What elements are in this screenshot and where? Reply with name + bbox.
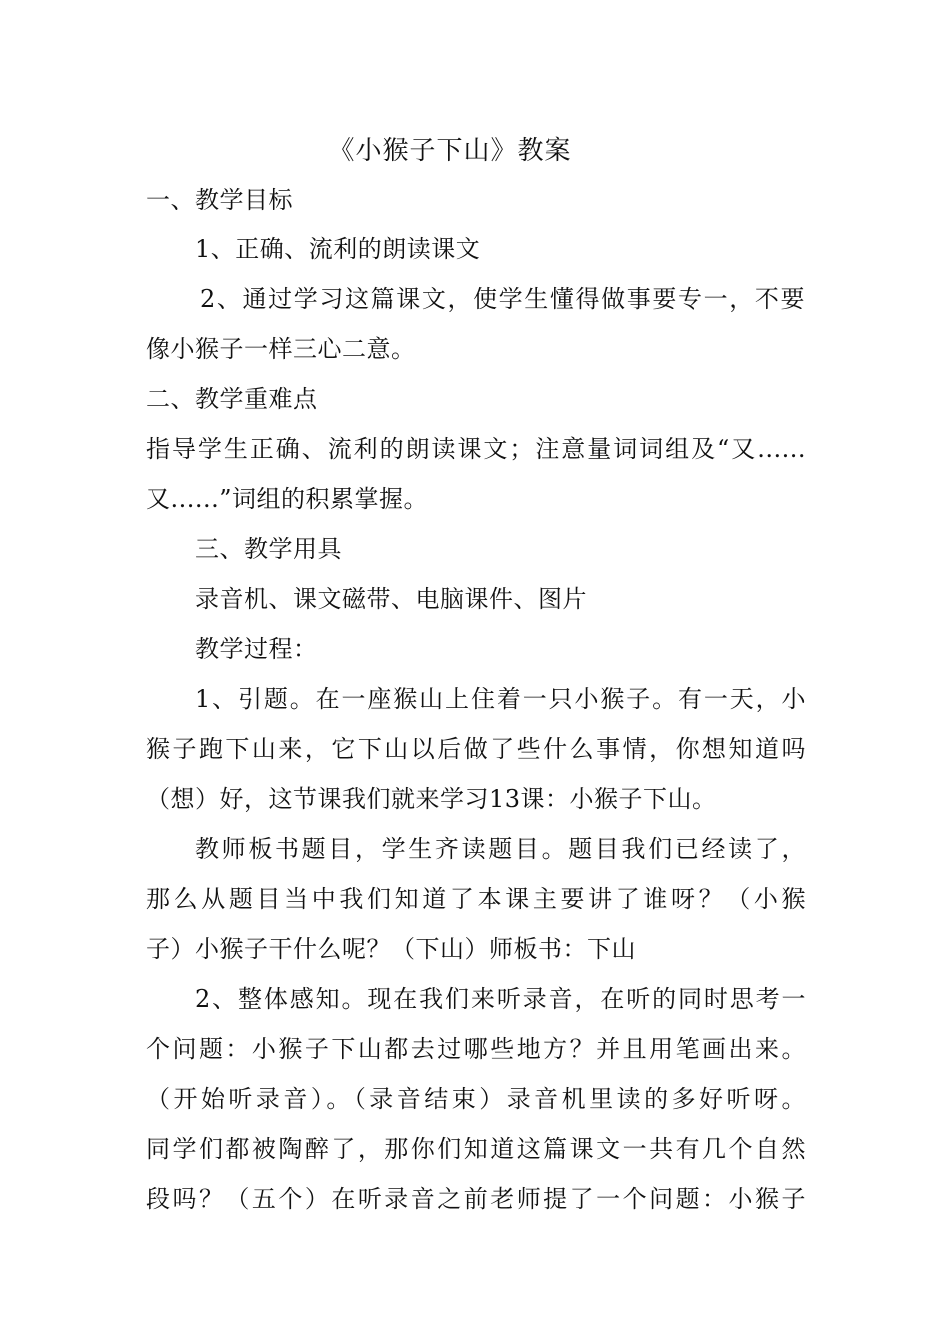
paragraph-line: 同学们都被陶醉了，那你们知道这篇课文一共有几个自然 bbox=[146, 1135, 806, 1163]
paragraph-line: （开始听录音）。（录音结束）录音机里读的多好听呀。 bbox=[146, 1085, 806, 1113]
section-heading-tools: 三、教学用具 bbox=[195, 535, 342, 563]
paragraph-line: 猴子跑下山来，它下山以后做了些什么事情，你想知道吗 bbox=[146, 735, 806, 763]
section-heading-objectives: 一、教学目标 bbox=[146, 186, 293, 214]
paragraph-line: （想）好，这节课我们就来学习13课：小猴子下山。 bbox=[146, 785, 717, 813]
paragraph-line: 又......”词组的积累掌握。 bbox=[146, 485, 429, 513]
paragraph-line: 1、正确、流利的朗读课文 bbox=[195, 235, 481, 263]
paragraph-line: 指导学生正确、流利的朗读课文；注意量词词组及“又...... bbox=[146, 435, 806, 463]
paragraph-line: 个问题：小猴子下山都去过哪些地方？并且用笔画出来。 bbox=[146, 1035, 806, 1063]
document-title: 《小猴子下山》教案 bbox=[328, 136, 572, 166]
paragraph-line: 子）小猴子干什么呢？（下山）师板书：下山 bbox=[146, 935, 636, 963]
paragraph-line: 教师板书题目，学生齐读题目。题目我们已经读了， bbox=[195, 835, 806, 863]
section-heading-key-points: 二、教学重难点 bbox=[146, 385, 318, 413]
paragraph-line: 那么从题目当中我们知道了本课主要讲了谁呀？（小猴 bbox=[146, 885, 806, 913]
paragraph-line: 2、整体感知。现在我们来听录音，在听的同时思考一 bbox=[195, 985, 806, 1013]
paragraph-line: 录音机、课文磁带、电脑课件、图片 bbox=[195, 585, 587, 613]
paragraph-line: 1、引题。在一座猴山上住着一只小猴子。有一天，小 bbox=[195, 685, 806, 713]
section-heading-process: 教学过程： bbox=[195, 635, 318, 663]
paragraph-line: 像小猴子一样三心二意。 bbox=[146, 335, 416, 363]
paragraph-line: 段吗？（五个）在听录音之前老师提了一个问题：小猴子 bbox=[146, 1185, 806, 1213]
paragraph-line: 2、通过学习这篇课文，使学生懂得做事要专一，不要 bbox=[200, 285, 805, 313]
